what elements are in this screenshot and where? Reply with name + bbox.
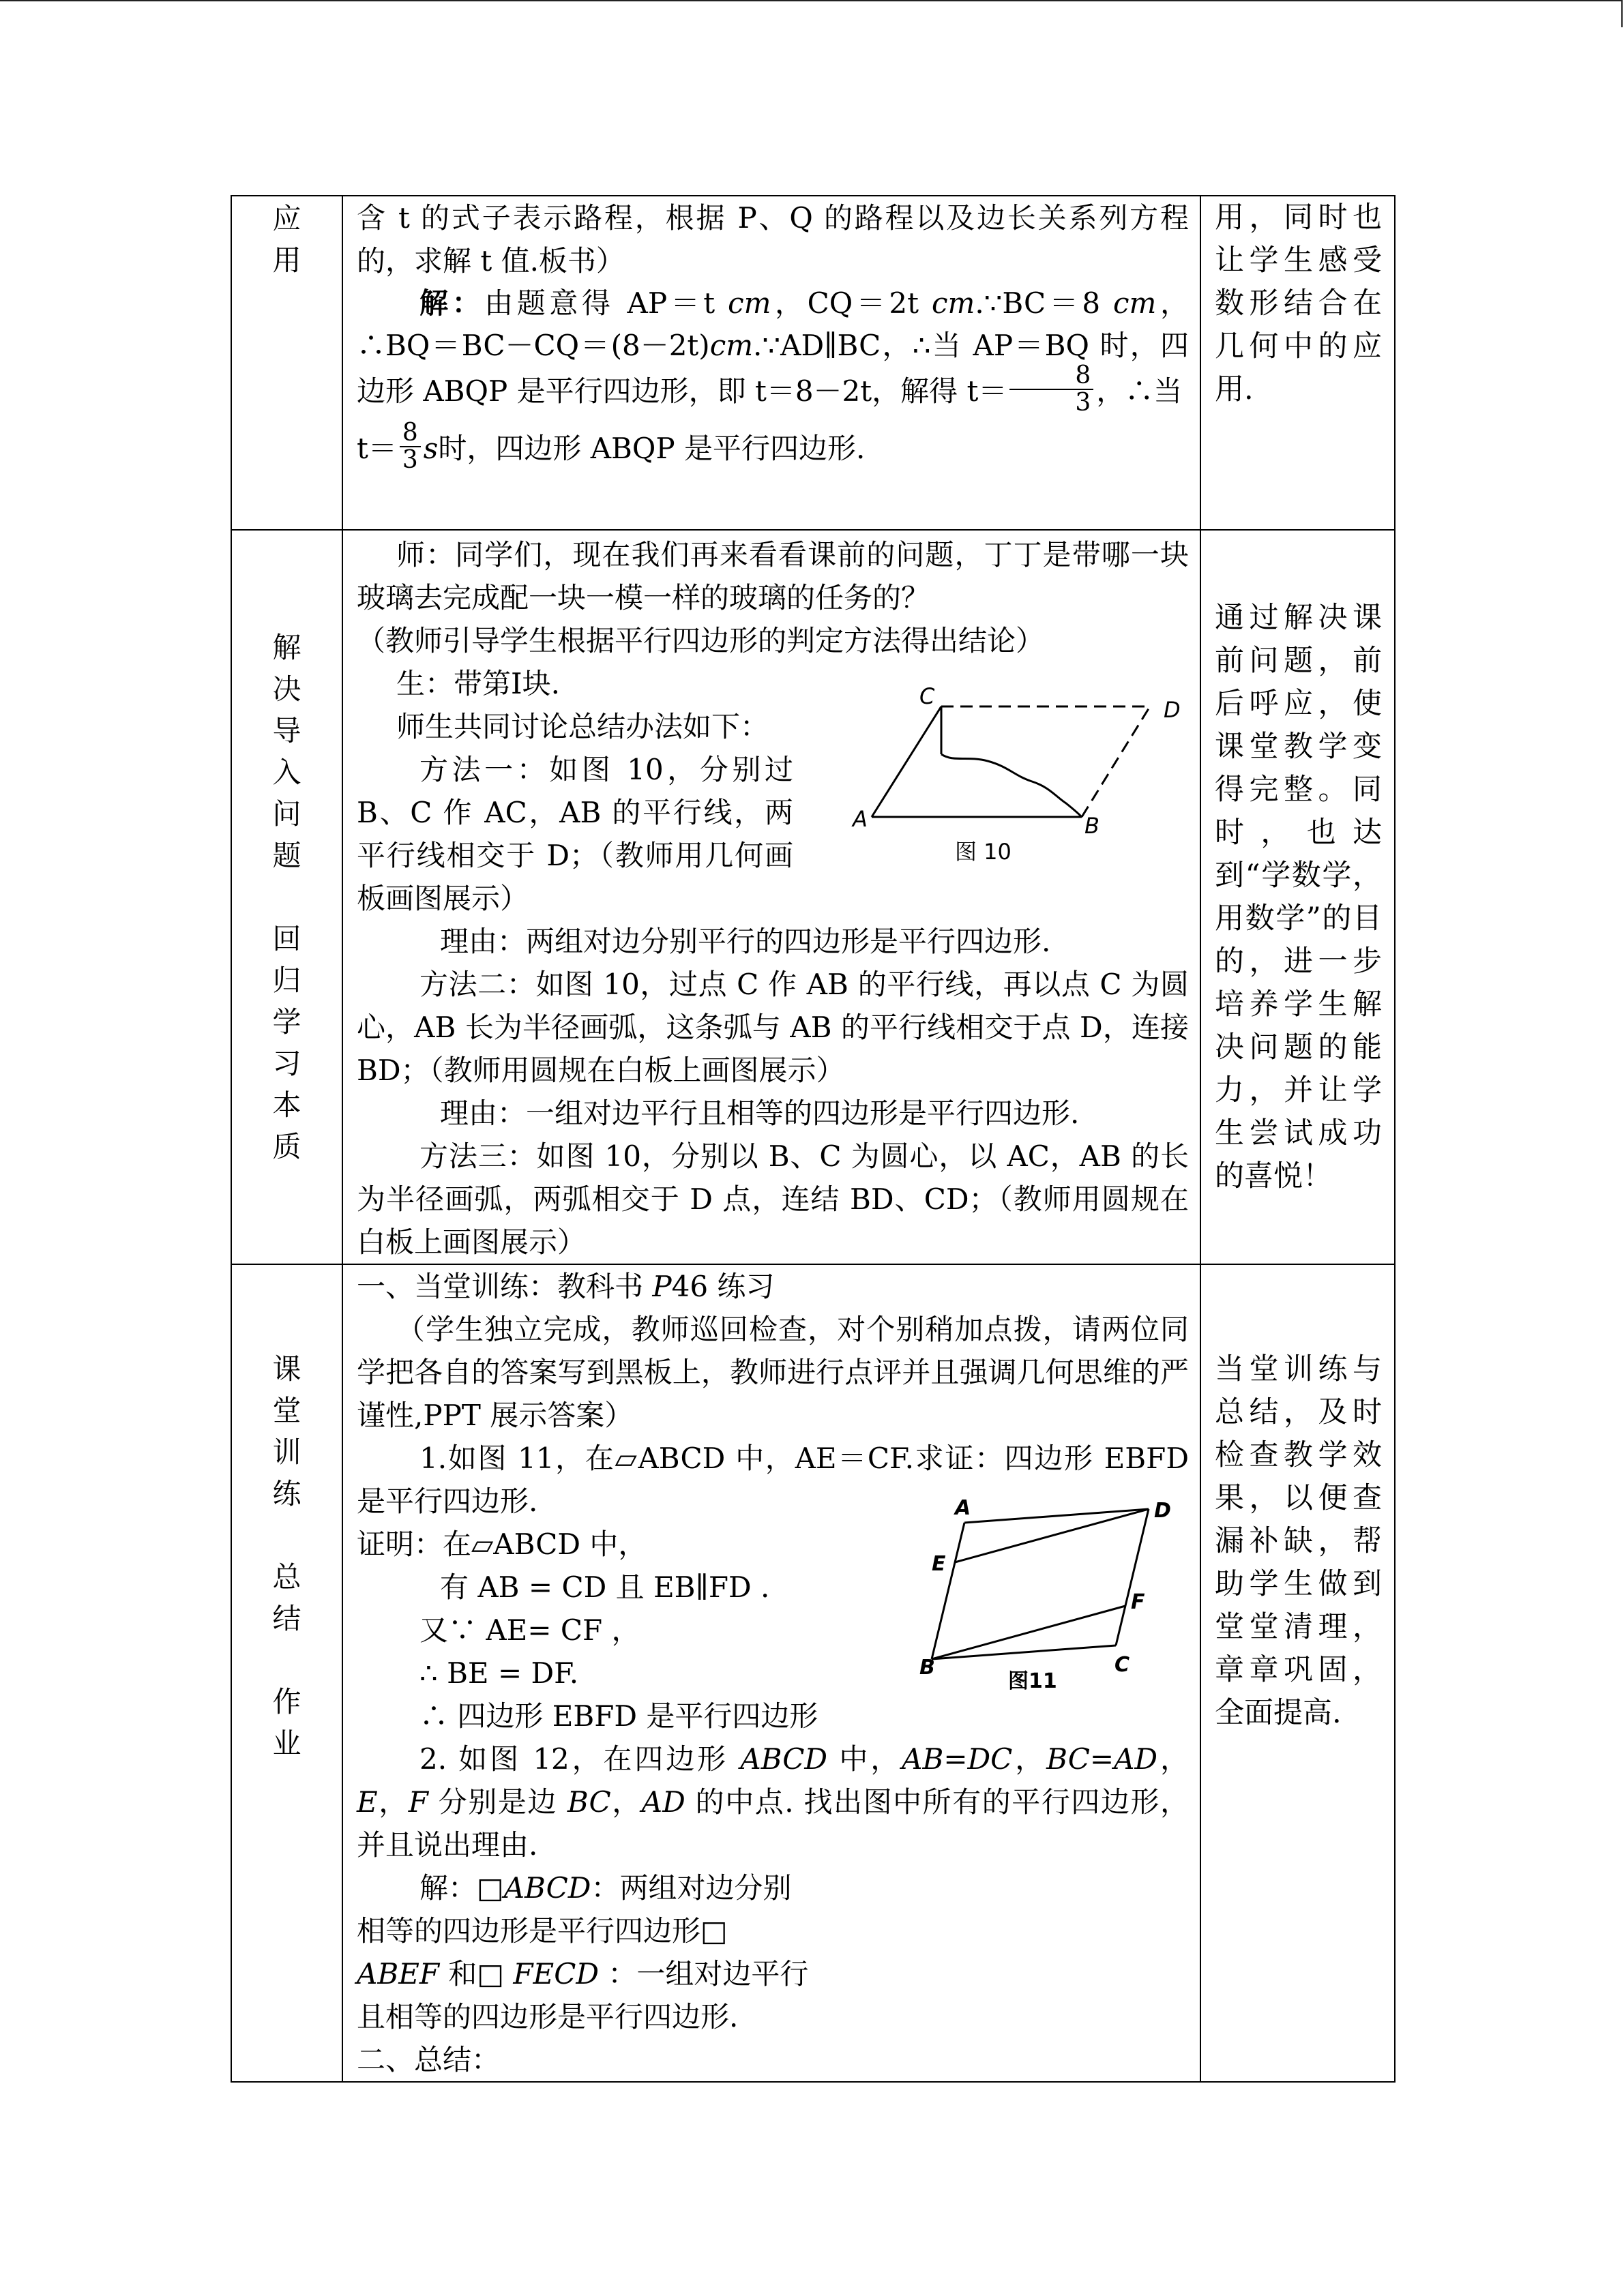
solution-part: 时，四边形 ABQP 是平行四边形.	[438, 432, 866, 465]
point-label-a: A	[853, 806, 868, 832]
fraction-numerator: 8	[400, 420, 421, 447]
row-application-content-cell	[342, 196, 1200, 530]
solution-part: ，∴当	[1096, 374, 1183, 408]
method-one: 方法一：如图 10，分别过B、C 作 AC，AB 的平行线，两平行线相交于 D；（教师用几何画板画图展示）	[357, 753, 793, 915]
page-right-border	[1621, 0, 1623, 27]
point-label-d: D	[1164, 697, 1181, 723]
teacher-guidance-note: （教师引导学生根据平行四边形的判定方法得出结论）	[357, 624, 1045, 657]
text-part: 中，	[827, 1742, 902, 1776]
text-part: 46 练习	[671, 1270, 775, 1303]
row-application	[231, 196, 1395, 530]
text-part: □ABCD	[477, 1871, 591, 1905]
fraction-eight-thirds	[400, 420, 421, 473]
row-practice-label-cell	[231, 1264, 342, 2082]
point-label-f: F	[1131, 1590, 1145, 1614]
point-label-c: C	[919, 683, 935, 709]
application-solution	[357, 282, 1189, 420]
figure-11-diagram	[919, 1496, 1192, 1727]
text-part: 和□	[439, 1957, 514, 1991]
teacher-question: 师：同学们，现在我们再来看看课前的问题，丁丁是带哪一块玻璃去完成配一块一模一样的玻璃的任务的？	[357, 538, 1189, 614]
row-resolve-content-cell	[342, 530, 1200, 1264]
solution-part: ，CQ＝2t	[771, 286, 932, 320]
label-char: 决	[272, 672, 301, 706]
text-part: ，	[1157, 1742, 1189, 1776]
proof-line-2: 有 AB = CD 且 EB∥FD .	[440, 1570, 770, 1604]
application-intro-text: 含 t 的式子表示路程，根据 P、Q 的路程以及边长关系列方程的，求解 t 值.板书）	[357, 201, 1189, 278]
text-part: ABEF	[357, 1957, 439, 1991]
method-two: 方法二：如图 10，过点 C 作 AB 的平行线，再以点 C 为圆心，AB 长为半径画弧，这条弧与 AB 的平行线相交于点 D，连接 BD；（教师用圆规在白板上画图展示）	[357, 968, 1189, 1087]
text-part: FECD	[513, 1957, 600, 1991]
proof-line-4: ∴ BE = DF.	[419, 1656, 579, 1690]
label-char: 题	[272, 839, 301, 872]
text-part: E	[357, 1785, 378, 1819]
label-char: 作	[272, 1685, 301, 1718]
proof-line-3: 又∵ AE= CF ，	[419, 1613, 640, 1647]
point-label-a: A	[955, 1496, 971, 1520]
solution-two-line-1	[357, 1866, 1189, 1909]
figure-11-caption: 图11	[1008, 1669, 1057, 1693]
row-resolve-label-cell	[231, 530, 342, 1264]
unit: cm	[931, 286, 975, 320]
solution-two-line-2: 相等的四边形是平行四边形□	[357, 1914, 728, 1948]
label-char: 问	[272, 797, 301, 831]
segment-dc	[1116, 1509, 1149, 1645]
label-gap	[232, 876, 342, 918]
text-part: 2. 如图 12，在四边形	[419, 1742, 741, 1776]
broken-glass-edge	[941, 754, 1082, 817]
stage-label-practice	[232, 1265, 342, 1764]
text-part: ：两组对边分别	[591, 1871, 792, 1905]
dashed-segment-bd	[1082, 706, 1150, 817]
solution-part: .∵AD∥BC，∴当 AP＝BQ 时，四边形 ABQP 是平行四边形，即 t＝8－2t，解得 t＝	[357, 329, 1189, 408]
solution-two-line-3	[357, 1952, 1189, 1995]
text-part: AD	[641, 1785, 685, 1819]
point-label-e: E	[932, 1552, 946, 1576]
label-char: 结	[272, 1602, 301, 1635]
figure-10-diagram	[851, 683, 1206, 878]
solution-part: 由题意得 AP＝t	[484, 286, 728, 320]
point-label-b: B	[1084, 813, 1099, 839]
text-part: 分别是边	[428, 1785, 567, 1819]
summary-heading: 二、总结：	[357, 2043, 501, 2076]
unit: cm	[1113, 286, 1157, 320]
exercise-two	[357, 1738, 1189, 1866]
point-label-b: B	[919, 1656, 935, 1680]
solution-part: .∵BC＝8	[975, 286, 1114, 320]
text-part: ，	[610, 1785, 642, 1819]
text-part: BC	[567, 1785, 611, 1819]
label-gap	[232, 1639, 342, 1681]
label-char: 业	[272, 1727, 301, 1760]
resolve-purpose-text: 通过解决课前问题，前后呼应，使课堂教学变得完整。同时，也达到“学数学，用数学”的目的，进一步培养学生解决问题的能力，并让学生尝试成功的喜悦！	[1215, 600, 1382, 1193]
text-part: ABCD	[740, 1742, 828, 1776]
row-application-label-cell	[231, 196, 342, 530]
text-part: 解：	[419, 1871, 477, 1905]
label-char: 练	[272, 1477, 301, 1510]
point-label-d: D	[1154, 1499, 1171, 1523]
row-application-purpose-cell	[1200, 196, 1395, 530]
text-part: AB=DC	[902, 1742, 1013, 1776]
label-char: 学	[272, 1005, 301, 1039]
fraction-denominator: 3	[402, 446, 418, 474]
practice-heading	[357, 1265, 1189, 1308]
lesson-plan-table	[231, 195, 1396, 2083]
row-resolve-intro	[231, 530, 1395, 1264]
unit: s	[423, 432, 439, 465]
label-char: 入	[272, 756, 301, 789]
unit: cm	[709, 329, 754, 362]
label-char: 归	[272, 964, 301, 997]
segment-ac	[872, 706, 941, 817]
solution-two-line-4: 且相等的四边形是平行四边形.	[357, 2000, 739, 2033]
label-char: 用	[272, 243, 301, 277]
stage-label-application	[232, 196, 342, 281]
row-practice-summary	[231, 1264, 1395, 2082]
label-char: 解	[272, 631, 301, 664]
label-gap	[232, 1515, 342, 1556]
fraction-numerator: 8	[1009, 363, 1093, 390]
label-char: 堂	[272, 1394, 301, 1427]
fraction-denominator: 3	[1075, 389, 1091, 417]
method-three: 方法三：如图 10，分别以 B、C 为圆心，以 AC，AB 的长为半径画弧，两弧相交于 D 点，连结 BD、CD；（教师用圆规在白板上画图展示）	[357, 1139, 1189, 1259]
text-part: 的中点. 找出图中所有的平行四边形，并且说出理由.	[357, 1785, 1189, 1862]
solution-part: t＝	[357, 432, 397, 465]
row-practice-content-cell	[342, 1264, 1200, 2082]
proof-line-1: 证明：在▱ABCD 中，	[357, 1527, 647, 1561]
text-part: 一、当堂训练：教科书	[357, 1270, 653, 1303]
solution-label: 解：	[419, 286, 485, 320]
label-char: 总	[272, 1560, 301, 1594]
row-practice-purpose-cell	[1200, 1264, 1395, 2082]
text-part: P	[652, 1270, 672, 1303]
method-one-reason: 理由：两组对边分别平行的四边形是平行四边形.	[440, 925, 1051, 958]
point-label-c: C	[1114, 1653, 1130, 1677]
student-answer: 生：带第Ⅰ块.	[396, 667, 560, 700]
solution-part: ，∴BQ＝BC－CQ＝(8－2t)	[357, 286, 1189, 362]
label-char: 训	[272, 1435, 301, 1469]
label-char: 应	[272, 202, 301, 235]
text-part: ，	[1012, 1742, 1047, 1776]
text-part: ：一组对边平行	[599, 1957, 809, 1991]
text-part: BC=AD	[1046, 1742, 1158, 1776]
application-conclusion	[357, 419, 1189, 477]
proof-line-5: ∴ 四边形 EBFD 是平行四边形	[419, 1699, 818, 1733]
row-resolve-purpose-cell	[1200, 530, 1395, 1264]
unit: cm	[728, 286, 771, 320]
label-char: 回	[272, 922, 301, 955]
label-char: 课	[272, 1352, 301, 1386]
figure-10-caption: 图 10	[955, 839, 1012, 865]
practice-purpose-text: 当堂训练与总结，及时检查教学效果，以便查漏补缺，帮助学生做到堂堂清理，章章巩固，全面提高.	[1215, 1352, 1382, 1730]
label-char: 本	[272, 1088, 301, 1122]
application-purpose-text: 用，同时也让学生感受数形结合在几何中的应用.	[1215, 200, 1382, 406]
text-part: F	[408, 1785, 428, 1819]
exercise-one: 1.如图 11，在▱ABCD 中，AE＝CF.求证：四边形 EBFD 是平行四边形.	[357, 1442, 1189, 1518]
method-two-reason: 理由：一组对边平行且相等的四边形是平行四边形.	[440, 1097, 1080, 1130]
discussion-intro: 师生共同讨论总结办法如下：	[396, 710, 769, 743]
page-top-border	[0, 0, 1621, 1]
segment-ab	[932, 1523, 964, 1659]
fraction-eight-thirds	[1009, 363, 1093, 416]
label-char: 导	[272, 714, 301, 747]
label-char: 习	[272, 1047, 301, 1080]
practice-instructions: （学生独立完成，教师巡回检查，对个别稍加点拨，请两位同学把各自的答案写到黑板上，教师进行点评并且强调几何思维的严谨性,PPT 展示答案）	[357, 1313, 1189, 1432]
stage-label-resolve	[232, 627, 342, 1167]
label-char: 质	[272, 1130, 301, 1163]
text-part: ，	[377, 1785, 409, 1819]
